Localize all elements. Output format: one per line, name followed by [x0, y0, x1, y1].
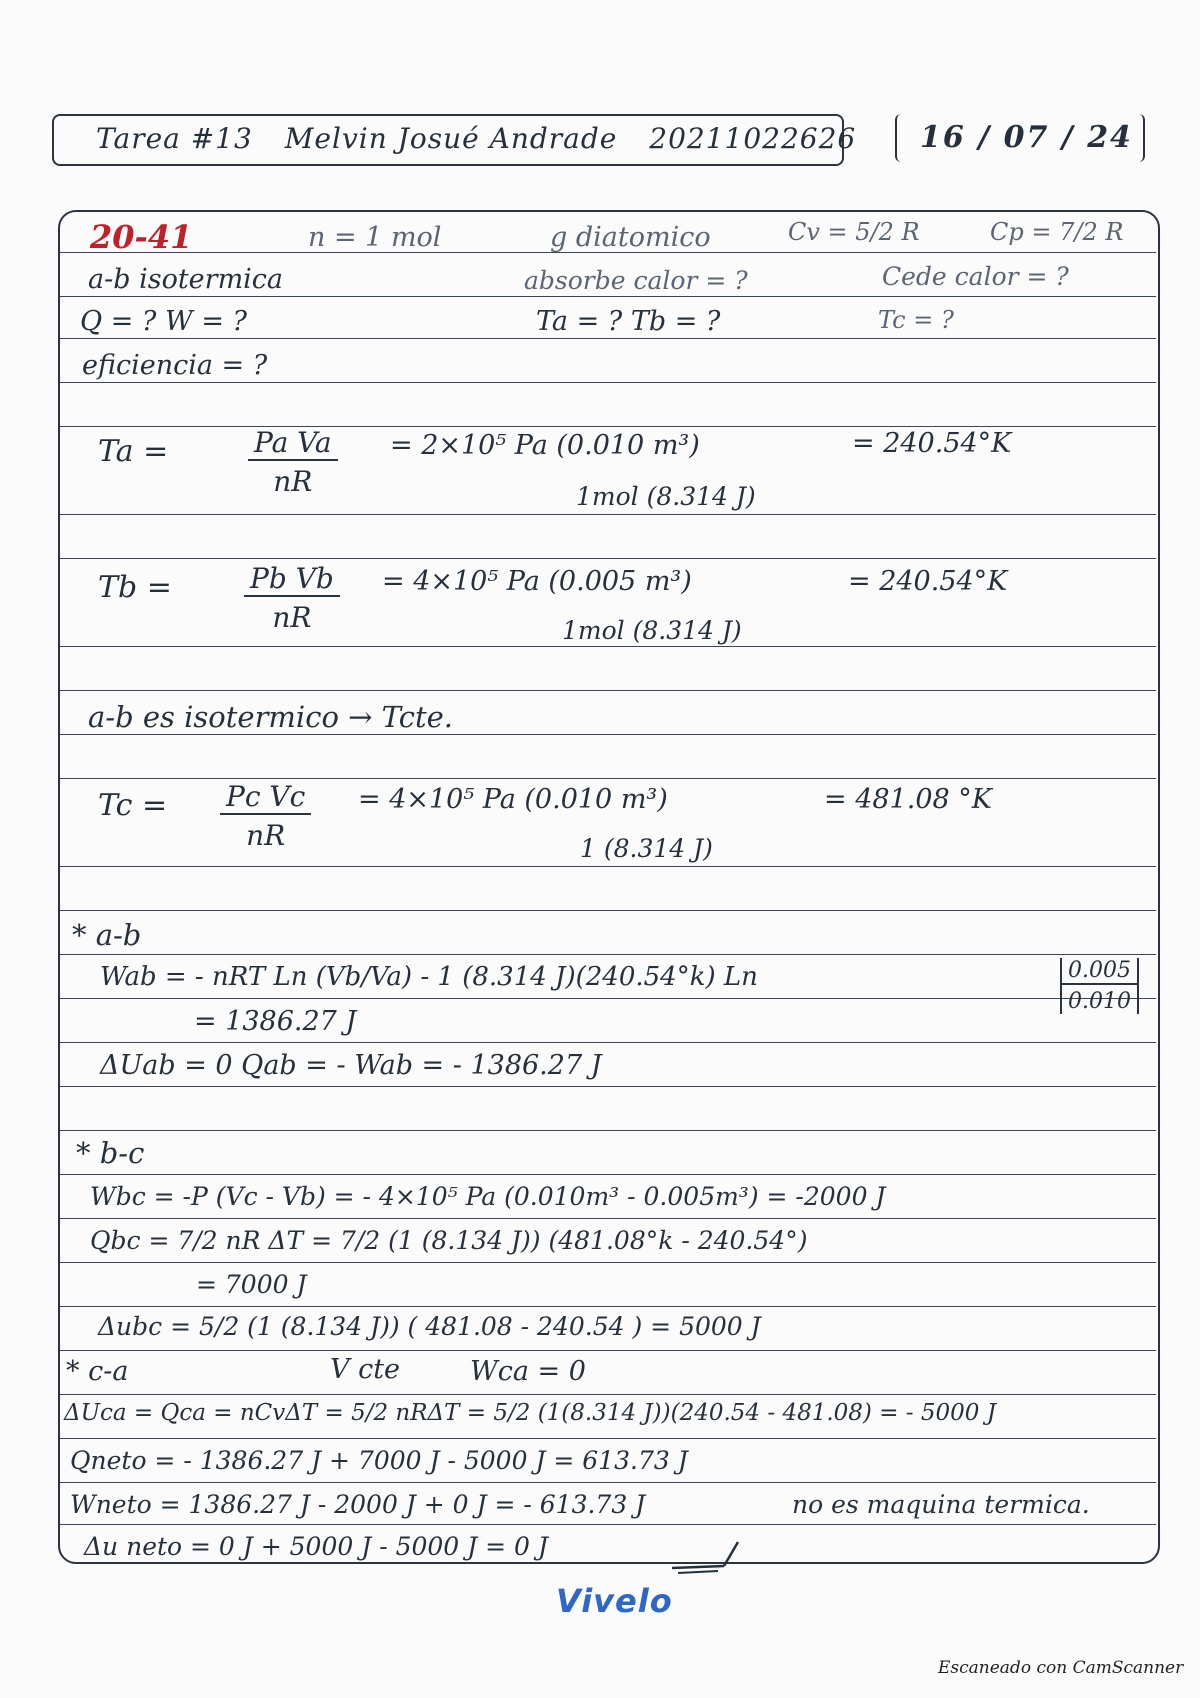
ta-result: = 240.54°K [852, 428, 1012, 459]
ta-numerator: Pa Va [248, 426, 338, 461]
wab-ratio-denominator: 0.010 [1068, 989, 1131, 1014]
ruled-line [60, 1482, 1156, 1483]
wab-volume-ratio [1060, 958, 1139, 1014]
ta-fraction [248, 426, 338, 498]
scanner-watermark: Escaneado con CamScanner [938, 1658, 1184, 1678]
ruled-line [60, 1394, 1156, 1395]
ta-lhs: Ta = [98, 434, 169, 469]
tb-numerator: Pb Vb [244, 562, 340, 597]
ruled-line [60, 382, 1156, 383]
tc-numerator: Pc Vc [220, 780, 311, 815]
ruled-line [60, 1262, 1156, 1263]
du-ab-equation: ΔUab = 0 Qab = - Wab = - 1386.27 J [100, 1050, 602, 1081]
given-cv: Cv = 5/2 R [788, 218, 920, 246]
qbc-result: = 7000 J [196, 1270, 307, 1299]
tc-sub-denominator: 1 (8.314 J) [580, 834, 713, 863]
ruled-line [60, 734, 1156, 735]
ruled-line [60, 778, 1156, 779]
section-bc-label: * b-c [76, 1136, 145, 1170]
wab-ratio-numerator: 0.005 [1062, 958, 1137, 985]
date: 16 / 07 / 24 [920, 120, 1133, 155]
header-title [96, 122, 878, 155]
tb-lhs: Tb = [98, 570, 172, 605]
question-ta-tb: Ta = ? Tb = ? [536, 306, 721, 337]
ruled-line [60, 1174, 1156, 1175]
tb-substitution: = 4×10⁵ Pa (0.005 m³) [382, 566, 692, 597]
ruled-line [60, 1350, 1156, 1351]
ruled-line [60, 1130, 1156, 1131]
given-moles: n = 1 mol [308, 222, 442, 253]
final-underline-icon [668, 1536, 740, 1576]
ruled-line [60, 1306, 1156, 1307]
conclusion-note: no es maquina termica. [792, 1490, 1090, 1519]
wca-equation: Wca = 0 [470, 1356, 586, 1387]
ruled-line [60, 1086, 1156, 1087]
qbc-equation: Qbc = 7/2 nR ΔT = 7/2 (1 (8.134 J)) (481.08°k - 240.54°) [90, 1226, 808, 1255]
q-neto-equation: Qneto = - 1386.27 J + 7000 J - 5000 J = 613.73 J [70, 1446, 688, 1475]
tb-sub-denominator: 1mol (8.314 J) [562, 616, 742, 645]
tc-fraction [220, 780, 311, 852]
wbc-equation: Wbc = -P (Vc - Vb) = - 4×10⁵ Pa (0.010m³ - 0.005m³) = -2000 J [90, 1182, 886, 1211]
ruled-line [60, 296, 1156, 297]
student-id: 20211022626 [649, 122, 857, 155]
question-ab: a-b isotermica [88, 264, 284, 295]
ruled-line [60, 646, 1156, 647]
assignment-title: Tarea #13 [96, 122, 253, 155]
tc-lhs: Tc = [98, 788, 168, 823]
ca-v-cte: V cte [330, 1354, 401, 1385]
ruled-line [60, 1218, 1156, 1219]
ta-denominator: nR [273, 465, 313, 498]
tc-denominator: nR [246, 819, 286, 852]
ta-sub-denominator: 1mol (8.314 J) [576, 482, 756, 511]
tc-substitution: = 4×10⁵ Pa (0.010 m³) [358, 784, 668, 815]
du-ca-equation: ΔUca = Qca = nCvΔT = 5/2 nRΔT = 5/2 (1(8.314 J))(240.54 - 481.08) = - 5000 J [64, 1400, 996, 1426]
ruled-line [60, 558, 1156, 559]
question-tc: Tc = ? [878, 306, 954, 334]
student-name: Melvin Josué Andrade [284, 122, 618, 155]
tc-result: = 481.08 °K [824, 784, 992, 815]
ruled-line [60, 910, 1156, 911]
ruled-line [60, 1042, 1156, 1043]
wab-equation: Wab = - nRT Ln (Vb/Va) - 1 (8.314 J)(240.54°k) Ln [100, 962, 758, 992]
section-ab-label: * a-b [72, 918, 142, 952]
tb-result: = 240.54°K [848, 566, 1008, 597]
wab-result: = 1386.27 J [194, 1006, 357, 1037]
vivelo-logo: Vivelo [556, 1582, 673, 1620]
du-bc-equation: Δubc = 5/2 (1 (8.134 J)) ( 481.08 - 240.54 ) = 5000 J [98, 1312, 761, 1341]
given-cp: Cp = 7/2 R [990, 218, 1124, 246]
ruled-line [60, 866, 1156, 867]
section-ca-label: * c-a [66, 1356, 129, 1387]
ruled-line [60, 954, 1156, 955]
question-cede: Cede calor = ? [882, 262, 1069, 291]
question-eficiencia: eficiencia = ? [82, 350, 268, 381]
given-gas: g diatomico [550, 222, 711, 253]
w-neto-equation: Wneto = 1386.27 J - 2000 J + 0 J = - 613.73 J [70, 1490, 646, 1519]
ruled-line [60, 338, 1156, 339]
ruled-line [60, 998, 1156, 999]
ruled-line [60, 426, 1156, 427]
ruled-line [60, 1524, 1156, 1525]
tb-denominator: nR [272, 601, 312, 634]
du-neto-equation: Δu neto = 0 J + 5000 J - 5000 J = 0 J [84, 1532, 548, 1561]
ruled-line [60, 514, 1156, 515]
question-qw: Q = ? W = ? [80, 306, 247, 337]
ruled-line [60, 1438, 1156, 1439]
question-absorbe: absorbe calor = ? [524, 266, 748, 295]
problem-number: 20-41 [90, 218, 193, 256]
solution-box [58, 210, 1160, 1564]
ta-substitution: = 2×10⁵ Pa (0.010 m³) [390, 430, 700, 461]
ruled-line [60, 690, 1156, 691]
tb-fraction [244, 562, 340, 634]
isotermico-note: a-b es isotermico → Tcte. [88, 700, 454, 734]
